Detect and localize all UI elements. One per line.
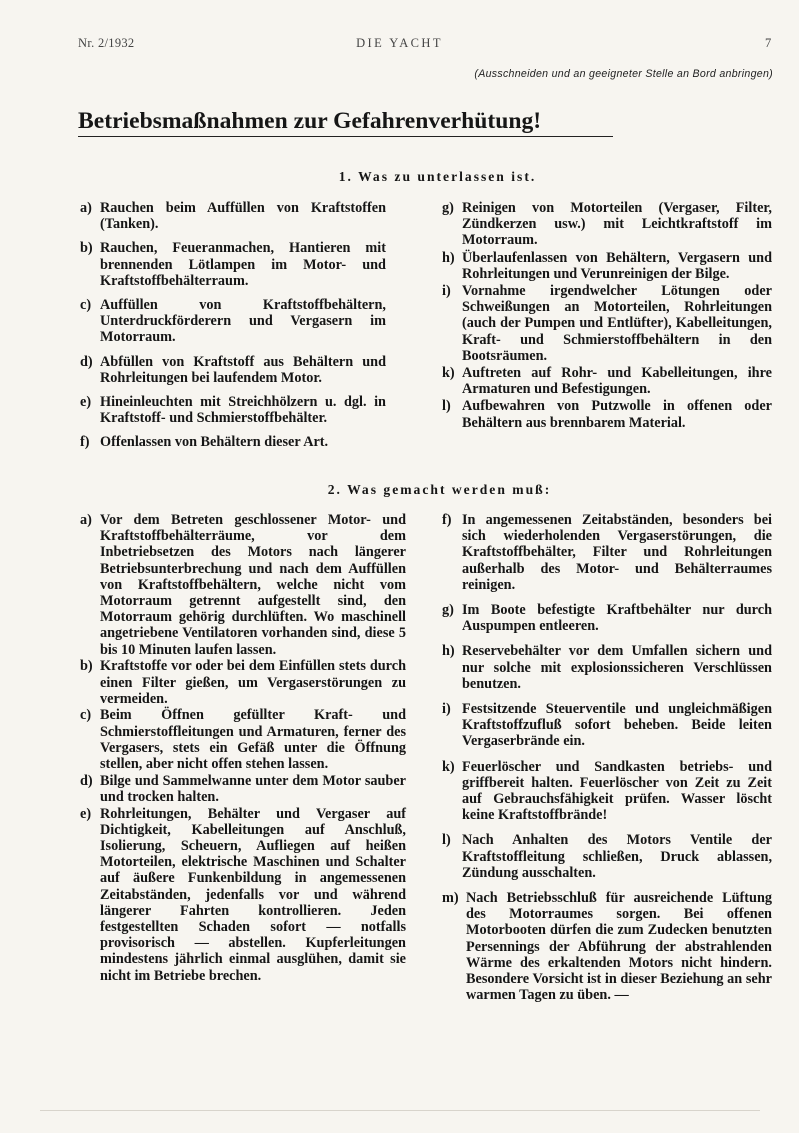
item-label: g) <box>442 602 454 619</box>
item-label: m) <box>442 890 459 907</box>
section-heading-dont: 1. Was zu unterlassen ist. <box>338 169 537 184</box>
item-label: a) <box>80 200 92 216</box>
list-item <box>442 512 772 593</box>
list-item <box>80 512 406 658</box>
list-item <box>442 701 772 750</box>
magazine-name: DIE YACHT <box>356 36 443 50</box>
cutout-note: (Ausschneiden und an geeigneter Stelle an Bord anbringen) <box>474 68 773 80</box>
item-label: k) <box>442 758 455 775</box>
list-item <box>442 365 772 397</box>
item-text: Rauchen beim Auffüllen von Kraftstoffen (Tanken). <box>100 200 386 233</box>
item-label: b) <box>80 240 93 257</box>
item-label: e) <box>80 805 92 822</box>
item-text: Im Boote befestigte Kraftbehälter nur durch Auspumpen entleeren. <box>462 602 772 635</box>
list-item <box>80 658 406 707</box>
list-item <box>80 773 406 805</box>
item-label: c) <box>80 707 92 724</box>
list-item <box>80 707 406 772</box>
item-label: l) <box>442 832 451 849</box>
list-item <box>442 250 772 282</box>
section2-left-column <box>80 512 406 984</box>
item-label: k) <box>442 365 455 382</box>
item-text: Nach Anhalten des Motors Ventile der Kraftstoffleitung schließen, Druck ablassen, Zündung ausschalten. <box>462 832 772 881</box>
list-item <box>80 297 386 346</box>
list-item <box>442 398 772 430</box>
item-text: Rauchen, Feueranmachen, Hantieren mit brennenden Lötlampen im Motor- und Kraftstoffbehälterraum. <box>100 240 386 289</box>
item-text: Überlaufenlassen von Behältern, Vergasern und Rohrleitungen und Verunreinigen der Bilge. <box>462 249 772 282</box>
list-item <box>442 283 772 364</box>
item-label: a) <box>80 512 92 528</box>
list-item <box>442 759 772 824</box>
item-text: Bilge und Sammelwanne unter dem Motor sauber und trocken halten. <box>100 772 406 805</box>
page-edge-divider <box>40 1110 760 1111</box>
item-text: Offenlassen von Behältern dieser Art. <box>100 434 329 451</box>
item-text: Vor dem Betreten geschlossener Motor- und Kraftstoffbehälterräume, vor dem Inbetriebsetzen des Motors nach längerer Betriebsunterbrechung und nach dem Auffüllen von Kraftstoffbehältern, welche nicht vom Motorraum getrennt aufgestellt sind, den Motorraum gehörig durchlüften. Wo maschinell angetriebene Ventilatoren vorhanden sind, diese 5 bis 10 Minuten laufen lassen. <box>100 512 406 658</box>
list-item <box>442 200 772 249</box>
item-text: Rohrleitungen, Behälter und Vergaser auf Dichtigkeit, Kabelleitungen auf Anschluß, Isolierung, Scheuern, Aufliegen auf heißen Motorteilen, elektrische Maschinen und Schalter auf äußere Funkenbildung in angemessenen Zeitabständen, jedenfalls vor und während längerer Fahrten kontrollieren. Jeden festgestellten Schaden sofort — notfalls provisorisch — abstellen. Kupferleitungen mindestens jährlich einmal ausglühen, damit sie nicht im Betriebe brechen. <box>100 805 406 984</box>
list-item <box>80 434 386 450</box>
item-text: Feuerlöscher und Sandkasten betriebs- und griffbereit halten. Feuerlöscher von Zeit zu Zeit auf Gebrauchsfähigkeit prüfen. Wasser löscht keine Kraftstoffbrände! <box>462 758 772 824</box>
item-label: f) <box>442 512 452 528</box>
page-number: 7 <box>765 36 772 50</box>
item-text: Festsitzende Steuerventile und ungleichmäßigen Kraftstoffzufluß sofort beheben. Beide leiten Vergaserbrände ein. <box>462 701 772 750</box>
item-text: Beim Öffnen gefüllter Kraft- und Schmierstoffleitungen und Armaturen, ferner des Vergasers, stets ein Gefäß unter die Öffnung stellen, aber nicht offen stehen lassen. <box>100 707 406 773</box>
item-text: Vornahme irgendwelcher Lötungen oder Schweißungen an Motorteilen, Rohrleitungen (auch der Pumpen und Entlüfter), Kabelleitungen, Kraft- und Schmierstoffbehältern in den Bootsräumen. <box>462 283 772 364</box>
item-label: g) <box>442 200 454 216</box>
item-text: In angemessenen Zeitabständen, besonders bei sich wiederholenden Vergaserstörungen, die Kraftstoffbehälter, Filter und Rohrleitungen außerhalb des Motor- und Behälterraumes reinigen. <box>462 512 772 593</box>
item-text: Reservebehälter vor dem Umfallen sichern und nur solche mit explosionssicheren Verschlüssen benutzen. <box>462 643 772 692</box>
item-text: Reinigen von Motorteilen (Vergaser, Filter, Zündkerzen usw.) mit Leichtkraftstoff im Motorraum. <box>462 200 772 249</box>
page-title: Betriebsmaßnahmen zur Gefahrenverhütung! <box>78 108 613 137</box>
item-label: i) <box>442 283 451 300</box>
section-heading-do: 2. Was gemacht werden muß: <box>327 482 552 497</box>
item-label: h) <box>442 249 455 266</box>
list-item <box>80 394 386 426</box>
list-item <box>80 200 386 232</box>
item-label: i) <box>442 701 451 718</box>
item-text: Auftreten auf Rohr- und Kabelleitungen, ihre Armaturen und Befestigungen. <box>462 365 772 398</box>
item-label: l) <box>442 398 451 415</box>
item-text: Aufbewahren von Putzwolle in offenen oder Behältern aus brennbarem Material. <box>462 398 772 431</box>
list-item <box>80 240 386 289</box>
item-text: Hineinleuchten mit Streichhölzern u. dgl. in Kraftstoff- und Schmierstoffbehälter. <box>100 394 386 427</box>
list-item <box>442 643 772 692</box>
section1-right-column <box>442 200 772 432</box>
item-label: d) <box>80 772 93 789</box>
item-label: b) <box>80 658 93 675</box>
item-label: h) <box>442 643 455 660</box>
list-item <box>442 890 772 1003</box>
item-text: Kraftstoffe vor oder bei dem Einfüllen stets durch einen Filter gießen, um Vergaserstörungen zu vermeiden. <box>100 658 406 707</box>
item-label: e) <box>80 394 92 411</box>
issue-number: Nr. 2/1932 <box>78 36 135 50</box>
list-item <box>442 602 772 634</box>
section1-left-column <box>80 200 386 459</box>
item-label: f) <box>80 434 90 451</box>
item-label: d) <box>80 353 93 370</box>
item-text: Abfüllen von Kraftstoff aus Behältern und Rohrleitungen bei laufendem Motor. <box>100 353 386 386</box>
item-text: Auffüllen von Kraftstoffbehältern, Unterdruckförderern und Vergasern im Motorraum. <box>100 297 386 346</box>
item-text: Nach Betriebsschluß für ausreichende Lüftung des Motorraumes sorgen. Bei offenen Motorbooten dürfen die zum Zudecken benutzten Persennings der Abführung der abstrahlenden Wärme des erkaltenden Motors nicht hindern. Besondere Vorsicht ist in dieser Beziehung an sehr warmen Tagen zu üben. — <box>466 890 772 1004</box>
list-item <box>442 832 772 881</box>
item-label: c) <box>80 297 92 314</box>
section2-right-column <box>442 512 772 1012</box>
list-item <box>80 806 406 984</box>
list-item <box>80 354 386 386</box>
